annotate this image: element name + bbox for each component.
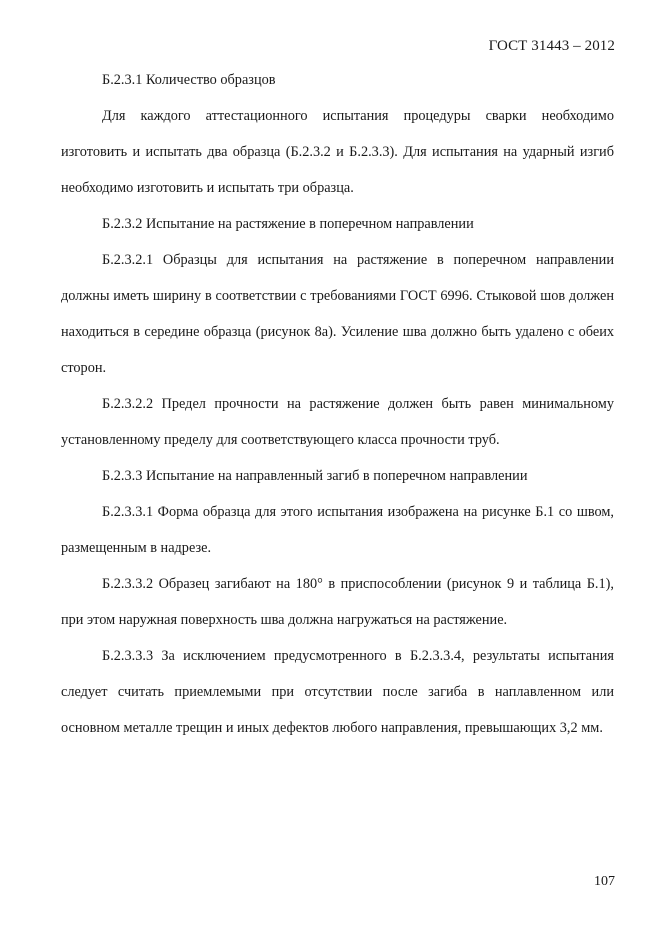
standard-header: ГОСТ 31443 – 2012: [488, 38, 615, 54]
paragraph-b231: Для каждого аттестационного испытания процедуры сварки необходимо изготовить и испытать два образца (Б.2.3.2 и Б.2.3.3). Для испытания на ударный изгиб необходимо изготовить и испытать три образца.: [61, 108, 614, 196]
page-number: 107: [594, 874, 615, 889]
paragraph-b2333: Б.2.3.3.3 За исключением предусмотренного в Б.2.3.3.4, результаты испытания следует считать приемлемыми при отсутствии после загиба в наплавленном или основном металле трещин и иных дефектов любого направления, превышающих 3,2 мм.: [61, 648, 614, 736]
section-heading-b233: Б.2.3.3 Испытание на направленный загиб в поперечном направлении: [102, 468, 528, 484]
document-body: [61, 62, 614, 746]
paragraph-b2322: Б.2.3.2.2 Предел прочности на растяжение должен быть равен минимальному установленному пределу для соответствующего класса прочности труб.: [61, 396, 614, 448]
paragraph-b2332: Б.2.3.3.2 Образец загибают на 180° в приспособлении (рисунок 9 и таблица Б.1), при этом наружная поверхность шва должна нагружаться на растяжение.: [61, 576, 614, 628]
paragraph-b2331: Б.2.3.3.1 Форма образца для этого испытания изображена на рисунке Б.1 со швом, размещенным в надрезе.: [61, 504, 614, 556]
paragraph-b2321: Б.2.3.2.1 Образцы для испытания на растяжение в поперечном направлении должны иметь ширину в соответствии с требованиями ГОСТ 6996. Стыковой шов должен находиться в середине образца (рисунок 8а). Усиление шва должно быть удалено с обеих сторон.: [61, 252, 614, 376]
section-heading-b231: Б.2.3.1 Количество образцов: [102, 72, 276, 88]
section-heading-b232: Б.2.3.2 Испытание на растяжение в поперечном направлении: [102, 216, 474, 232]
